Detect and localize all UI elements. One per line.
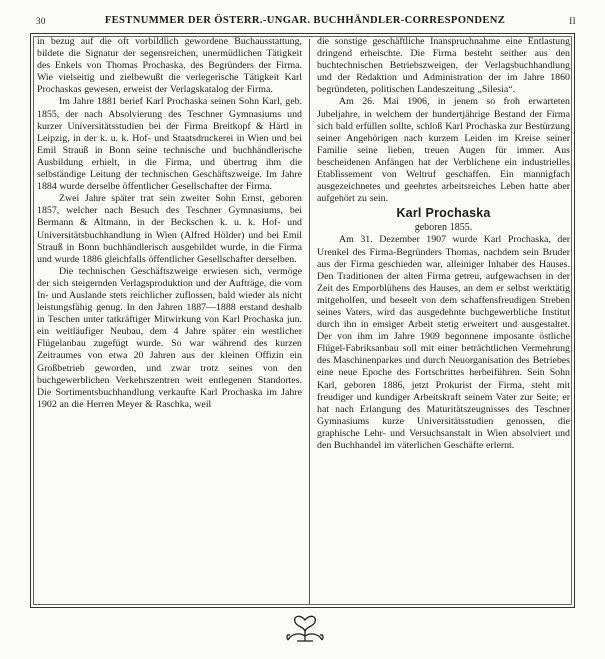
paragraph: Im Jahre 1881 berief Karl Prochaska seinen Sohn Karl, geb. 1855, der nach Absolvierung des Teschner Gymnasiums und kurzer Universitätsstudien bei der Firma Breitkopf & Härtl in Leipzig, in der k. u. k. Hof- und Staatsdruckerei in Wien und bei Emil Strauß in Bonn seine technische und buchhändlerische Ausbildung erhielt, in die Firma, und übertrug ihm die selbständige Leitung der technischen Geschäftszweige. Im Jahre 1884 wurde derselbe öffentlicher Gesellschafter der Firma.	[37, 96, 302, 193]
left-column	[37, 36, 302, 411]
paragraph: Die technischen Geschäftszweige erwiesen sich, vermöge der sich steigernden Verlagsproduktion und der Aufträge, die vom In- und Auslande stets reichlicher zuflossen, bald wieder als nicht leistungsfähig genug. In den Jahren 1887—1888 erstand deshalb in Teschen unter tatkräftiger Mitwirkung von Karl Prochaska jun. ein weitläufiger Neubau, dem 4 Jahre später ein westlicher Flügelanbau zugefügt wurde. So war während des kurzen Zeitraumes von etwa 20 Jahren aus der kleinen Offizin ein Großbetrieb geworden, und zwar trotz seines von den buchgewerblichen Verkehrszentren weit entlegenen Standortes. Die Sortimentsbuchhandlung verkaufte Karl Prochaska im Jahre 1902 an die Herren Meyer & Raschka, weil	[37, 265, 302, 410]
section-subheading: geboren 1855.	[414, 222, 473, 234]
paragraph: Zwei Jahre später trat sein zweiter Sohn Ernst, geboren 1857, welcher nach Besuch des Teschner Gymnasiums, bei Bermann & Altmann, in der Beckschen k. u. k. Hof- und Universitätsbuchhandlung in Wien (Alfred Hölder) und bei Emil Strauß in Bonn buchhändlerisch ausgebildet wurde, in die Firma und wurde 1886 gleichfalls öffentlicher Gesellschafter derselben.	[37, 193, 302, 265]
paragraph: die sonstige geschäftliche Inanspruchnahme eine Entlastung dringend erheischte. Die Firma besteht seither aus den buchtechnischen Betriebszweigen, der Verlagsbuchhandlung und der Redaktion und Administration der im Jahre 1860 begründeten, politischen Landeszeitung „Silesia“.	[317, 36, 570, 96]
paragraph: Am 31. Dezember 1907 wurde Karl Prochaska, der Urenkel des Firma-Begründers Thomas, nachdem sein Bruder aus der Firma geschieden war, alleiniger Inhaber des Hauses. Den Traditionen der alten Firma getreu, aufgewachsen in der Zeit des Emporblühens des Hauses, an dem er selbst werktätig mitgeholfen, und beseelt von dem schaffensfreudigen Streben seines Vaters, wird das ausgedehnte buchgewerbliche Institut durch ihn in emsiger Arbeit stetig erweitert und ausgestaltet. Der von ihm im Jahre 1909 begonnene imposante östliche Flügel-Fabriksanbau soll mit einer beträchtlichen Vermehrung des Maschinenparkes und durch Neuorganisation des Betriebes eine neue Epoche des Fortschrittes herbeiführen. Sein Sohn Karl, geboren 1886, jetzt Prokurist der Firma, steht mit freudiger und kundiger Arbeitskraft seinem Vater zur Seite; er hat nach Erlangung des Maturitätszeugnisses des Teschner Gymnasiums kurze Universitätsstudien genossen, die graphische Lehr- und Versuchsanstalt in Wien absolviert und den Buchhandel im väterlichen Geschäfte erlernt.	[317, 234, 570, 451]
page-header	[20, 12, 590, 30]
running-title: FESTNUMMER DER ÖSTERR.-UNGAR. BUCHHÄNDLER-CORRESPONDENZ	[104, 15, 506, 26]
paragraph: Am 26. Mai 1906, in jenem so froh erwarteten Jubeljahre, in welchem der hundertjährige Bestand der Firma sich bald erfüllen sollte, schloß Karl Prochaska zur Bestürzung seiner Angehörigen nach kurzem Leiden im Kreise seiner Familie seine lieben, treuen Augen für immer. Aus bescheidenen Anfängen hat der Verblichene ein industrielles Etablissement von Weltruf geschaffen. Ein mannigfach ausgezeichnetes und geehrtes arbeitsreiches Leben hatte aber aufgehört zu sein.	[317, 96, 570, 205]
section-heading: Karl Prochaska	[396, 206, 491, 221]
floral-vignette-icon	[285, 614, 325, 644]
column-divider	[309, 39, 310, 605]
page-number: 30	[36, 16, 46, 26]
right-column	[317, 36, 570, 452]
paragraph: in bezug auf die oft vorbildlich gewordene Buchausstattung, bildete die Signatur der segensreichen, unermüdlichen Tätigkeit des Enkels von Thomas Prochaska, des Begründers der Firma. Wie vielseitig und zielbewußt die verlegerische Tätigkeit Karl Prochaskas gewesen, erweist der Verlagskatalog der Firma.	[37, 36, 302, 96]
section-number: II	[569, 16, 576, 26]
